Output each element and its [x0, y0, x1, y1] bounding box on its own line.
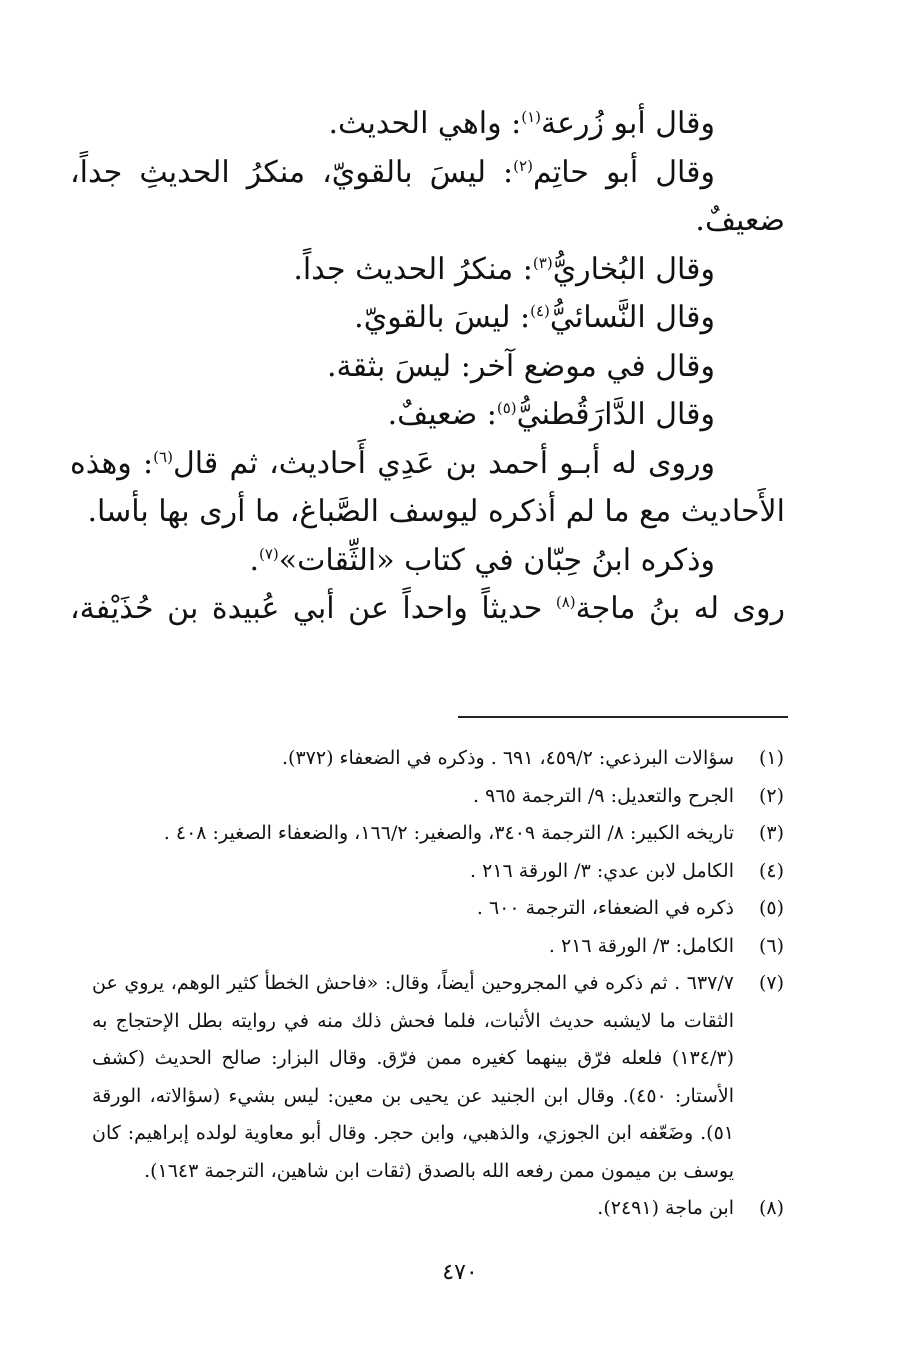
footnote-5 [92, 890, 784, 928]
footnote-6 [92, 928, 784, 966]
footnote-ref-2: (٢) [513, 156, 533, 175]
footnote-number: (٣) [758, 822, 784, 844]
footnote-ref-1: (١) [521, 108, 542, 126]
body-line-11: روى له بنُ ماجة$^{(٨)}$ حديثاً واحداً عن أبي عُبيدة بن حُذَيْفة، [70, 591, 785, 626]
body-line-8: وروى له أبـو أحمد بن عَدِي أَحاديث، ثم قال$^{(٦)}$: وهذه [70, 445, 715, 481]
footnote-ref-8: (٨) [555, 593, 576, 611]
footnote-number: (٨) [758, 1197, 784, 1219]
footnote-number: (٥) [758, 897, 784, 919]
body-line-3: ضعيفٌ. [695, 203, 785, 238]
footnote-ref-4: (٤) [530, 302, 550, 320]
footnote-7 [92, 965, 784, 1190]
footnote-8 [92, 1190, 784, 1228]
footnote-ref-7: (٧) [258, 544, 279, 563]
footnote-ref-5: (٥) [496, 399, 517, 417]
body-line-7: وقال الدَّارَقُطنيُّ$^{(٥)}$: ضعيفٌ. [387, 397, 715, 432]
footnote-3 [92, 815, 784, 853]
footnote-4 [92, 853, 784, 891]
footnote-text: تاريخه الكبير: ٨/ الترجمة ٣٤٠٩، والصغير: ١٦٦/٢، والضعفاء الصغير: ٤٠٨ . [163, 822, 734, 844]
footnote-ref-3: (٣) [532, 253, 553, 272]
page-number: ٤٧٠ [442, 1260, 478, 1285]
footnote-text: الكامل لابن عدي: ٣/ الورقة ٢١٦ . [470, 859, 734, 882]
footnote-ref-6: (٦) [153, 447, 173, 466]
footnote-text: ذكره في الضعفاء، الترجمة ٦٠٠ . [476, 897, 734, 919]
footnote-number: (٦) [758, 934, 784, 957]
footnote-1 [92, 740, 784, 778]
body-line-2: وقال أبو حاتِم$^{(٢)}$: ليسَ بالقويّ، منكرُ الحديثِ جداً، [70, 154, 715, 190]
main-text [70, 100, 785, 634]
body-line-10: وذكره ابنُ حِبّان في كتاب «الثِّقات»$^{(٧)}$. [249, 542, 715, 578]
body-line-4: وقال البُخاريُّ$^{(٣)}$: منكرُ الحديث جداً. [293, 251, 715, 287]
footnote-number: (٧) [758, 972, 784, 994]
body-line-6: وقال في موضع آخر: ليسَ بثقة. [327, 348, 715, 384]
footnote-text: سؤالات البرذعي: ٤٥٩/٢، ٦٩١ . وذكره في الضعفاء (٣٧٢). [282, 747, 734, 769]
body-line-5: وقال النَّسائيُّ$^{(٤)}$: ليسَ بالقويّ. [354, 300, 715, 335]
body-line-1: وقال أبو زُرعة$^{(١)}$: واهي الحديث. [328, 106, 715, 141]
footnote-text: ٦٣٧/٧ . ثم ذكره في المجروحين أيضاً، وقال: «فاحش الخطأ كثير الوهم، يروي عن الثقات ما لايشبه حديث الأثبات، فلما فحش ذلك منه في روايته بطل الإحتجاج به (١٣٤/٣) فلعله فرّق بينهما كغيره ممن فرّق. وقال البزار: صالح الحديث (كشف الأستار: ٤٥٠). وقال ابن الجنيد عن يحيى بن معين: ليس بشيء (سؤالاته، الورقة ٥١). وضَعّفه ابن الجوزي، والذهبي، وابن حجر. وقال أبو معاوية لولده إبراهيم: كان يوسف بن ميمون ممن رفعه الله بالصدق (ثقات ابن شاهين، الترجمة ١٦٤٣). [92, 972, 734, 1182]
footnote-text: الكامل: ٣/ الورقة ٢١٦ . [548, 934, 734, 957]
footnote-text: ابن ماجة (٢٤٩١). [597, 1197, 734, 1219]
footnote-number: (٢) [758, 784, 784, 807]
footnote-2 [92, 778, 784, 816]
footnotes [92, 740, 784, 1228]
body-line-9: الأَحاديث مع ما لم أذكره ليوسف الصَّباغ، ما أرى بها بأسا. [87, 494, 785, 529]
footnote-divider [458, 716, 788, 718]
footnote-number: (١) [758, 747, 784, 769]
footnote-number: (٤) [758, 859, 784, 882]
footnote-text: الجرح والتعديل: ٩/ الترجمة ٩٦٥ . [473, 784, 734, 807]
